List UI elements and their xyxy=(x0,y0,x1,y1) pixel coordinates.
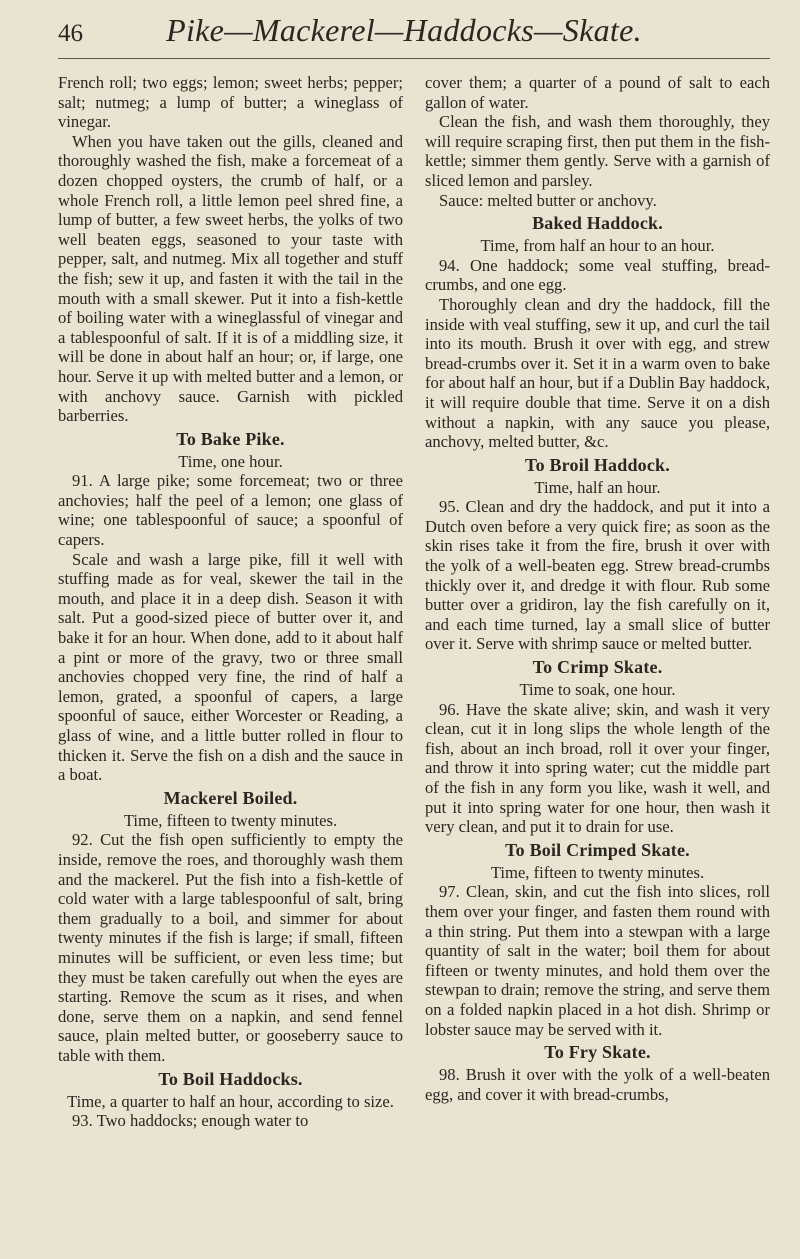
recipe-heading: To Broil Haddock. xyxy=(525,454,670,475)
paragraph: 94. One haddock; some veal stuffing, bread-crumbs, and one egg. xyxy=(425,255,770,295)
paragraph: French roll; two eggs; lemon; sweet herbs; pepper; salt; nutmeg; a lump of butter; a wineglass of vinegar. xyxy=(58,73,403,132)
paragraph: Thoroughly clean and dry the haddock, fill the inside with veal stuffing, sew it up, and curl the tail into its mouth. Brush it over with egg, and strew bread-crumbs over it. Set it in a warm oven to bake for about half an hour, but if a Dublin Bay haddock, it will require double that time. Serve it on a dish without a napkin, with any sauce you please, anchovy, melted butter, &c. xyxy=(425,294,770,452)
text-columns xyxy=(58,73,770,1131)
paragraph: 97. Clean, skin, and cut the fish into slices, roll them over your finger, and fasten them round with a thin string. Put them into a stewpan with a large quantity of salt in the water; boil them for about fifteen or twenty minutes, and hold them over the stewpan to drain; remove the string, and serve them on a folded napkin placed in a hot dish. Shrimp or lobster sauce may be served with it. xyxy=(425,882,770,1039)
recipe-heading: Mackerel Boiled. xyxy=(163,787,298,808)
recipe-heading: To Boil Haddocks. xyxy=(158,1068,303,1089)
recipe-time: Time, half an hour. xyxy=(534,477,661,497)
recipe-heading: To Bake Pike. xyxy=(176,428,285,449)
recipe-time: Time, fifteen to twenty minutes. xyxy=(123,810,338,830)
paragraph: 98. Brush it over with the yolk of a well-beaten egg, and cover it with bread-crumbs, xyxy=(425,1065,770,1104)
paragraph: 92. Cut the fish open sufficiently to empty the inside, remove the roes, and thoroughly wash them and the mackerel. Put the fish into a fish-kettle of cold water with a large tablespoonful of salt, bring them gradually to a boil, and simmer for about twenty minutes if the fish is large; if small, fifteen minutes will be sufficient, or even less time; but they must be taken carefully out when the eyes are starting. Remove the scum as it rises, and when done, serve them on a napkin, and send fennel sauce, plain melted butter, or gooseberry sauce to table with them. xyxy=(58,830,403,1065)
recipe-time: Time, one hour. xyxy=(178,451,283,471)
recipe-time: Time to soak, one hour. xyxy=(519,680,676,700)
paragraph: cover them; a quarter of a pound of salt to each gallon of water. xyxy=(425,73,770,112)
left-column xyxy=(58,73,403,1131)
paragraph: 96. Have the skate alive; skin, and wash it very clean, cut it in long slips the whole length of the fish, about an inch broad, roll it over your finger, and throw it into spring water; cut the middle part of the fish in any form you like, wash it well, and put it into spring water for one hour, then wash it very clean, and put it to drain for use. xyxy=(425,699,770,837)
recipe-time: Time, from half an hour to an hour. xyxy=(480,236,715,256)
recipe-heading: To Boil Crimped Skate. xyxy=(505,839,690,860)
recipe-heading: To Fry Skate. xyxy=(544,1042,651,1063)
paragraph: 91. A large pike; some forcemeat; two or three anchovies; half the peel of a lemon; one glass of wine; one tablespoonful of sauce; a spoonful of capers. xyxy=(58,471,403,550)
paragraph: Sauce: melted butter or anchovy. xyxy=(439,190,657,210)
recipe-time: Time, a quarter to half an hour, according to size. xyxy=(67,1091,394,1111)
paragraph: Clean the fish, and wash them thoroughly, they will require scraping first, then put them in the fish-kettle; simmer them gently. Serve with a garnish of sliced lemon and parsley. xyxy=(425,112,770,190)
right-column xyxy=(425,73,770,1131)
running-title: Pike—Mackerel—Haddocks—Skate. xyxy=(166,12,642,48)
recipe-time: Time, fifteen to twenty minutes. xyxy=(490,862,705,882)
paragraph: When you have taken out the gills, cleaned and thoroughly washed the fish, make a forcemeat of a dozen chopped oysters, the crumb of half, or a whole French roll, a little lemon peel shred fine, a lump of butter, a few sweet herbs, the yolks of two well beaten eggs, seasoned to your taste with pepper, salt, and nutmeg. Mix all together and stuff the fish; sew it up, and fasten it with the tail in the mouth with a small skewer. Put it into a fish-kettle of boiling water with a wineglassful of vinegar and a tablespoonful of salt. If it is of a middling size, it will be done in about half an hour; or, if large, one hour. Serve it up with melted butter and a lemon, or with anchovy sauce. Garnish with pickled barberries. xyxy=(58,131,403,426)
page-header xyxy=(58,12,770,59)
paragraph: 93. Two haddocks; enough water to xyxy=(72,1111,309,1131)
paragraph: Scale and wash a large pike, fill it well with stuffing made as for veal, skewer the tail in the mouth, and place it in a deep dish. Season it with salt. Put a good-sized piece of butter over it, and bake it for an hour. When done, add to it about half a pint or more of the gravy, two or three small anchovies chopped very fine, the rind of half a lemon, grated, a spoonful of capers, a large spoonful of sauce, either Worcester or Reading, a glass of wine, and a little butter rolled in flour to thicken it. Serve the fish on a dish and the sauce in a boat. xyxy=(58,549,403,785)
page-number: 46 xyxy=(58,20,83,47)
recipe-heading: To Crimp Skate. xyxy=(532,657,663,678)
paragraph: 95. Clean and dry the haddock, and put it into a Dutch oven before a very quick fire; as soon as the skin rises take it from the fire, brush it over with the yolk of a well-beaten egg. Strew bread-crumbs thickly over it, and dredge it with flour. Rub some butter over a gridiron, lay the fish carefully on it, and each time turned, lay a small slice of butter over it. Serve with shrimp sauce or melted butter. xyxy=(425,497,770,654)
recipe-heading: Baked Haddock. xyxy=(532,213,663,234)
